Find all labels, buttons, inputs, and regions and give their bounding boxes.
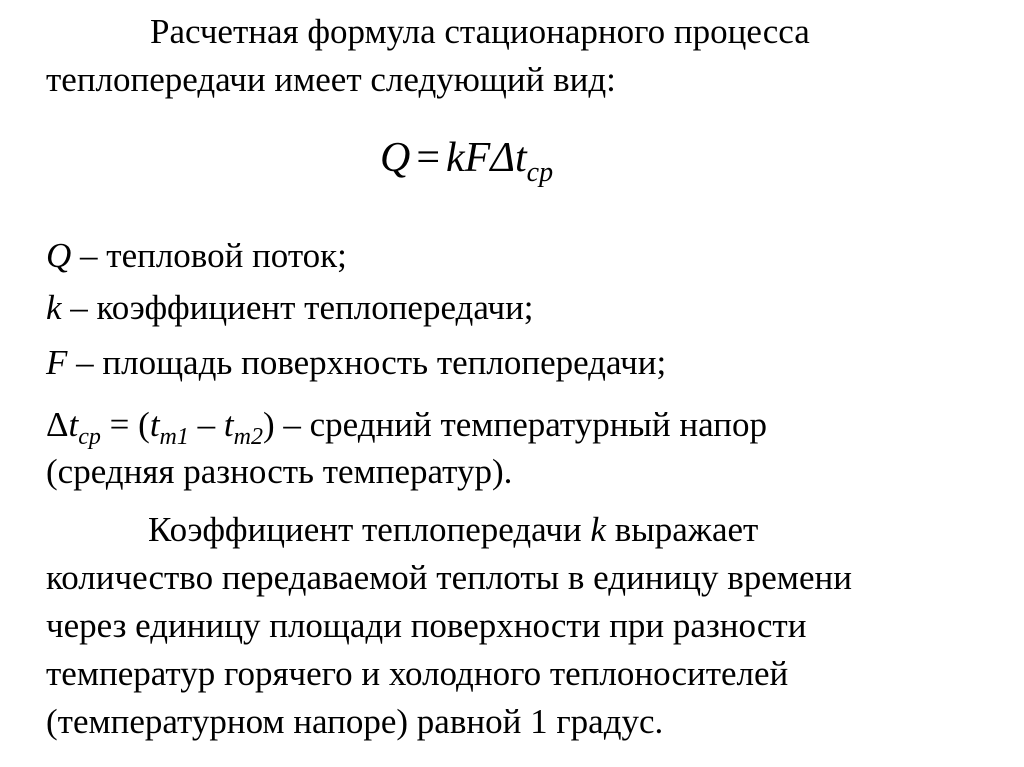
def-dt-t2: t [223, 405, 234, 444]
def-k-symbol: k [46, 288, 62, 327]
def-dt-minus: – [188, 405, 224, 444]
def-q [46, 236, 347, 276]
def-k-text: – коэффициент теплопередачи; [61, 288, 534, 327]
def-dt-delta: Δ [46, 405, 69, 444]
def-k [46, 288, 534, 328]
paragraph-line-3 [46, 606, 806, 646]
def-dt-text-2: (средняя разность температур). [46, 452, 513, 491]
def-f-text: – площадь поверхность теплопередачи; [67, 343, 667, 382]
def-dt [46, 405, 767, 449]
def-dt-text: ) – средний температурный напор [262, 405, 767, 444]
paragraph-line-4 [46, 654, 788, 694]
paragraph-text-3: через единицу площади поверхности при разности [46, 606, 807, 645]
formula-rhs-subscript: ср [526, 157, 554, 188]
def-dt-t: t [68, 405, 79, 444]
paragraph-text-5: (температурном напоре) равной 1 градус. [46, 702, 664, 741]
paragraph-text-1a: Коэффициент теплопередачи [148, 510, 591, 549]
def-dt-line-2 [46, 452, 512, 492]
paragraph-text-1b: выражает [605, 510, 759, 549]
def-dt-subscript-1: m1 [159, 424, 189, 450]
intro-line-1 [150, 12, 810, 52]
def-f-symbol: F [46, 343, 68, 382]
def-dt-t1: t [149, 405, 160, 444]
intro-line-2 [46, 60, 616, 100]
def-dt-subscript: ср [78, 424, 101, 450]
formula-lhs: Q [380, 135, 411, 181]
formula-rhs: kFΔt [446, 135, 527, 181]
def-q-text: – тепловой поток; [71, 236, 347, 275]
heat-transfer-formula [380, 133, 553, 188]
def-dt-equals: = ( [100, 405, 150, 444]
def-f [46, 343, 666, 383]
intro-text-2: теплопередачи имеет следующий вид: [46, 60, 616, 99]
def-dt-subscript-2: m2 [233, 424, 263, 450]
paragraph-text-2: количество передаваемой теплоты в единицу времени [46, 558, 852, 597]
intro-text-1: Расчетная формула стационарного процесса [150, 12, 810, 51]
paragraph-line-1 [148, 510, 758, 550]
def-q-symbol: Q [46, 236, 72, 275]
paragraph-line-2 [46, 558, 852, 598]
paragraph-line-5 [46, 702, 663, 742]
paragraph-text-4: температур горячего и холодного теплоносителей [46, 654, 789, 693]
paragraph-k-symbol: k [590, 510, 606, 549]
formula-equals: = [416, 135, 441, 181]
